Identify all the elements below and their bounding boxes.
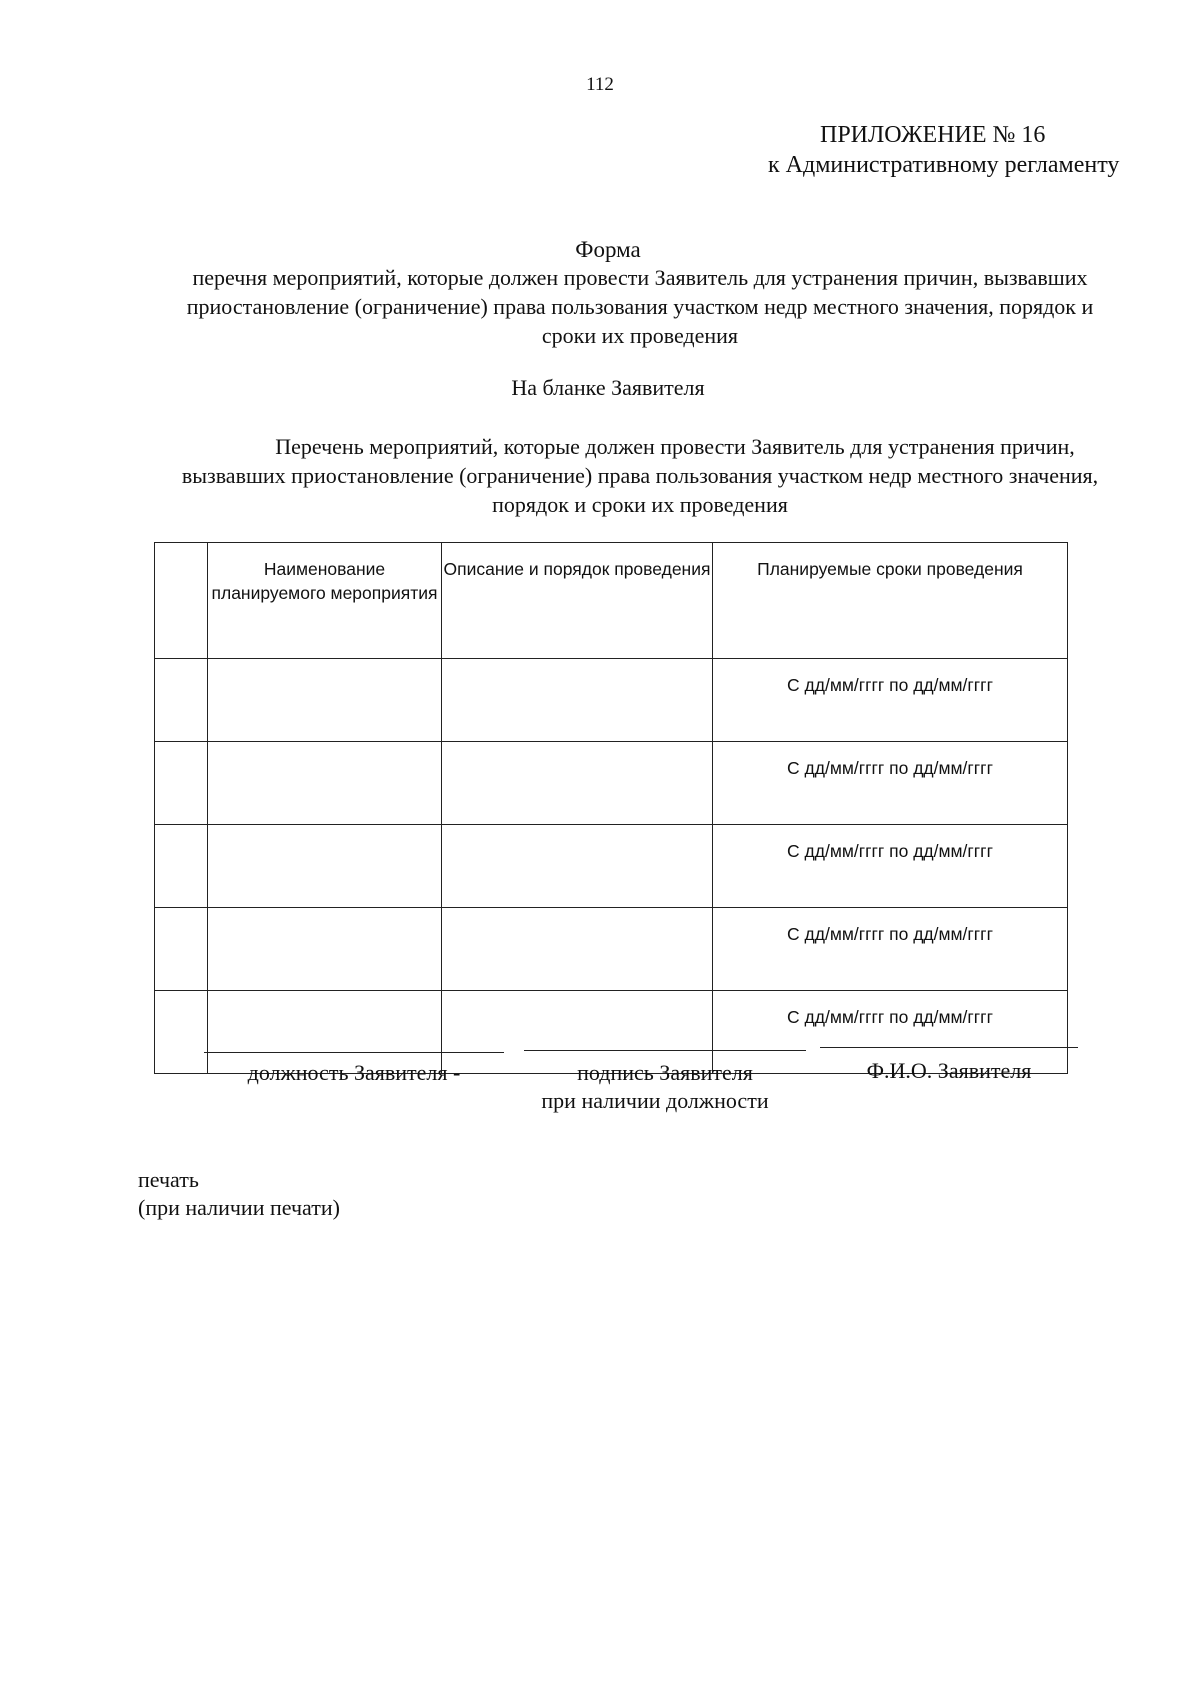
header-name-label: Наименование планируемого мероприятия: [211, 559, 438, 603]
row-name-cell[interactable]: [208, 908, 442, 991]
form-title: Форма: [575, 237, 641, 262]
row-name-cell[interactable]: [208, 742, 442, 825]
table-header-row: [155, 543, 1068, 659]
row-number-cell[interactable]: [155, 659, 208, 742]
appendix-subtitle: к Административному регламенту: [768, 152, 1120, 178]
table-row: [155, 908, 1068, 991]
row-dates-cell[interactable]: С дд/мм/гггг по дд/мм/гггг: [713, 908, 1068, 991]
name-signature-line[interactable]: [820, 1047, 1078, 1048]
page-number: 112: [586, 74, 614, 95]
row-name-cell[interactable]: [208, 825, 442, 908]
form-description: перечня мероприятий, которые должен провести Заявитель для устранения причин, вызвавших приостановление (ограничение) права пользования участком недр местного значения, порядок и сроки их проведения: [186, 265, 1094, 348]
row-number-cell[interactable]: [155, 908, 208, 991]
row-number-cell[interactable]: [155, 825, 208, 908]
table-row: [155, 825, 1068, 908]
row-number-cell[interactable]: [155, 991, 208, 1074]
letterhead-note: На бланке Заявителя: [511, 375, 705, 400]
header-dates-label: Планируемые сроки проведения: [757, 559, 1023, 579]
row-number-cell[interactable]: [155, 742, 208, 825]
position-signature-line[interactable]: [204, 1052, 504, 1053]
table-row: [155, 659, 1068, 742]
stamp-label: печать: [138, 1167, 199, 1192]
row-description-cell[interactable]: [442, 659, 713, 742]
row-dates-cell[interactable]: С дд/мм/гггг по дд/мм/гггг: [713, 659, 1068, 742]
header-dates-cell: [713, 543, 1068, 659]
position-label: должность Заявителя -: [247, 1060, 461, 1085]
appendix-title: ПРИЛОЖЕНИЕ № 16: [820, 122, 1046, 148]
stamp-note: (при наличии печати): [138, 1195, 340, 1220]
header-number-cell: [155, 543, 208, 659]
signature-label: подпись Заявителя: [577, 1060, 753, 1085]
row-description-cell[interactable]: [442, 825, 713, 908]
list-heading: Перечень мероприятий, которые должен провести Заявитель для устранения причин, вызвавших приостановление (ограничение) права пользования участком недр местного значения, порядок и сроки их проведения: [181, 434, 1099, 517]
row-dates-cell[interactable]: С дд/мм/гггг по дд/мм/гггг: [713, 825, 1068, 908]
row-description-cell[interactable]: [442, 742, 713, 825]
signature-line[interactable]: [524, 1050, 806, 1051]
row-dates-cell[interactable]: С дд/мм/гггг по дд/мм/гггг: [713, 991, 1068, 1074]
events-table: [154, 542, 1068, 1074]
row-description-cell[interactable]: [442, 908, 713, 991]
row-dates-cell[interactable]: С дд/мм/гггг по дд/мм/гггг: [713, 742, 1068, 825]
name-label: Ф.И.О. Заявителя: [866, 1058, 1032, 1083]
header-description-cell: [442, 543, 713, 659]
table-row: [155, 742, 1068, 825]
header-name-cell: [208, 543, 442, 659]
row-name-cell[interactable]: [208, 659, 442, 742]
header-description-label: Описание и порядок проведения: [443, 559, 711, 579]
signature-note: при наличии должности: [541, 1088, 769, 1113]
stamp-block: [138, 1166, 340, 1222]
